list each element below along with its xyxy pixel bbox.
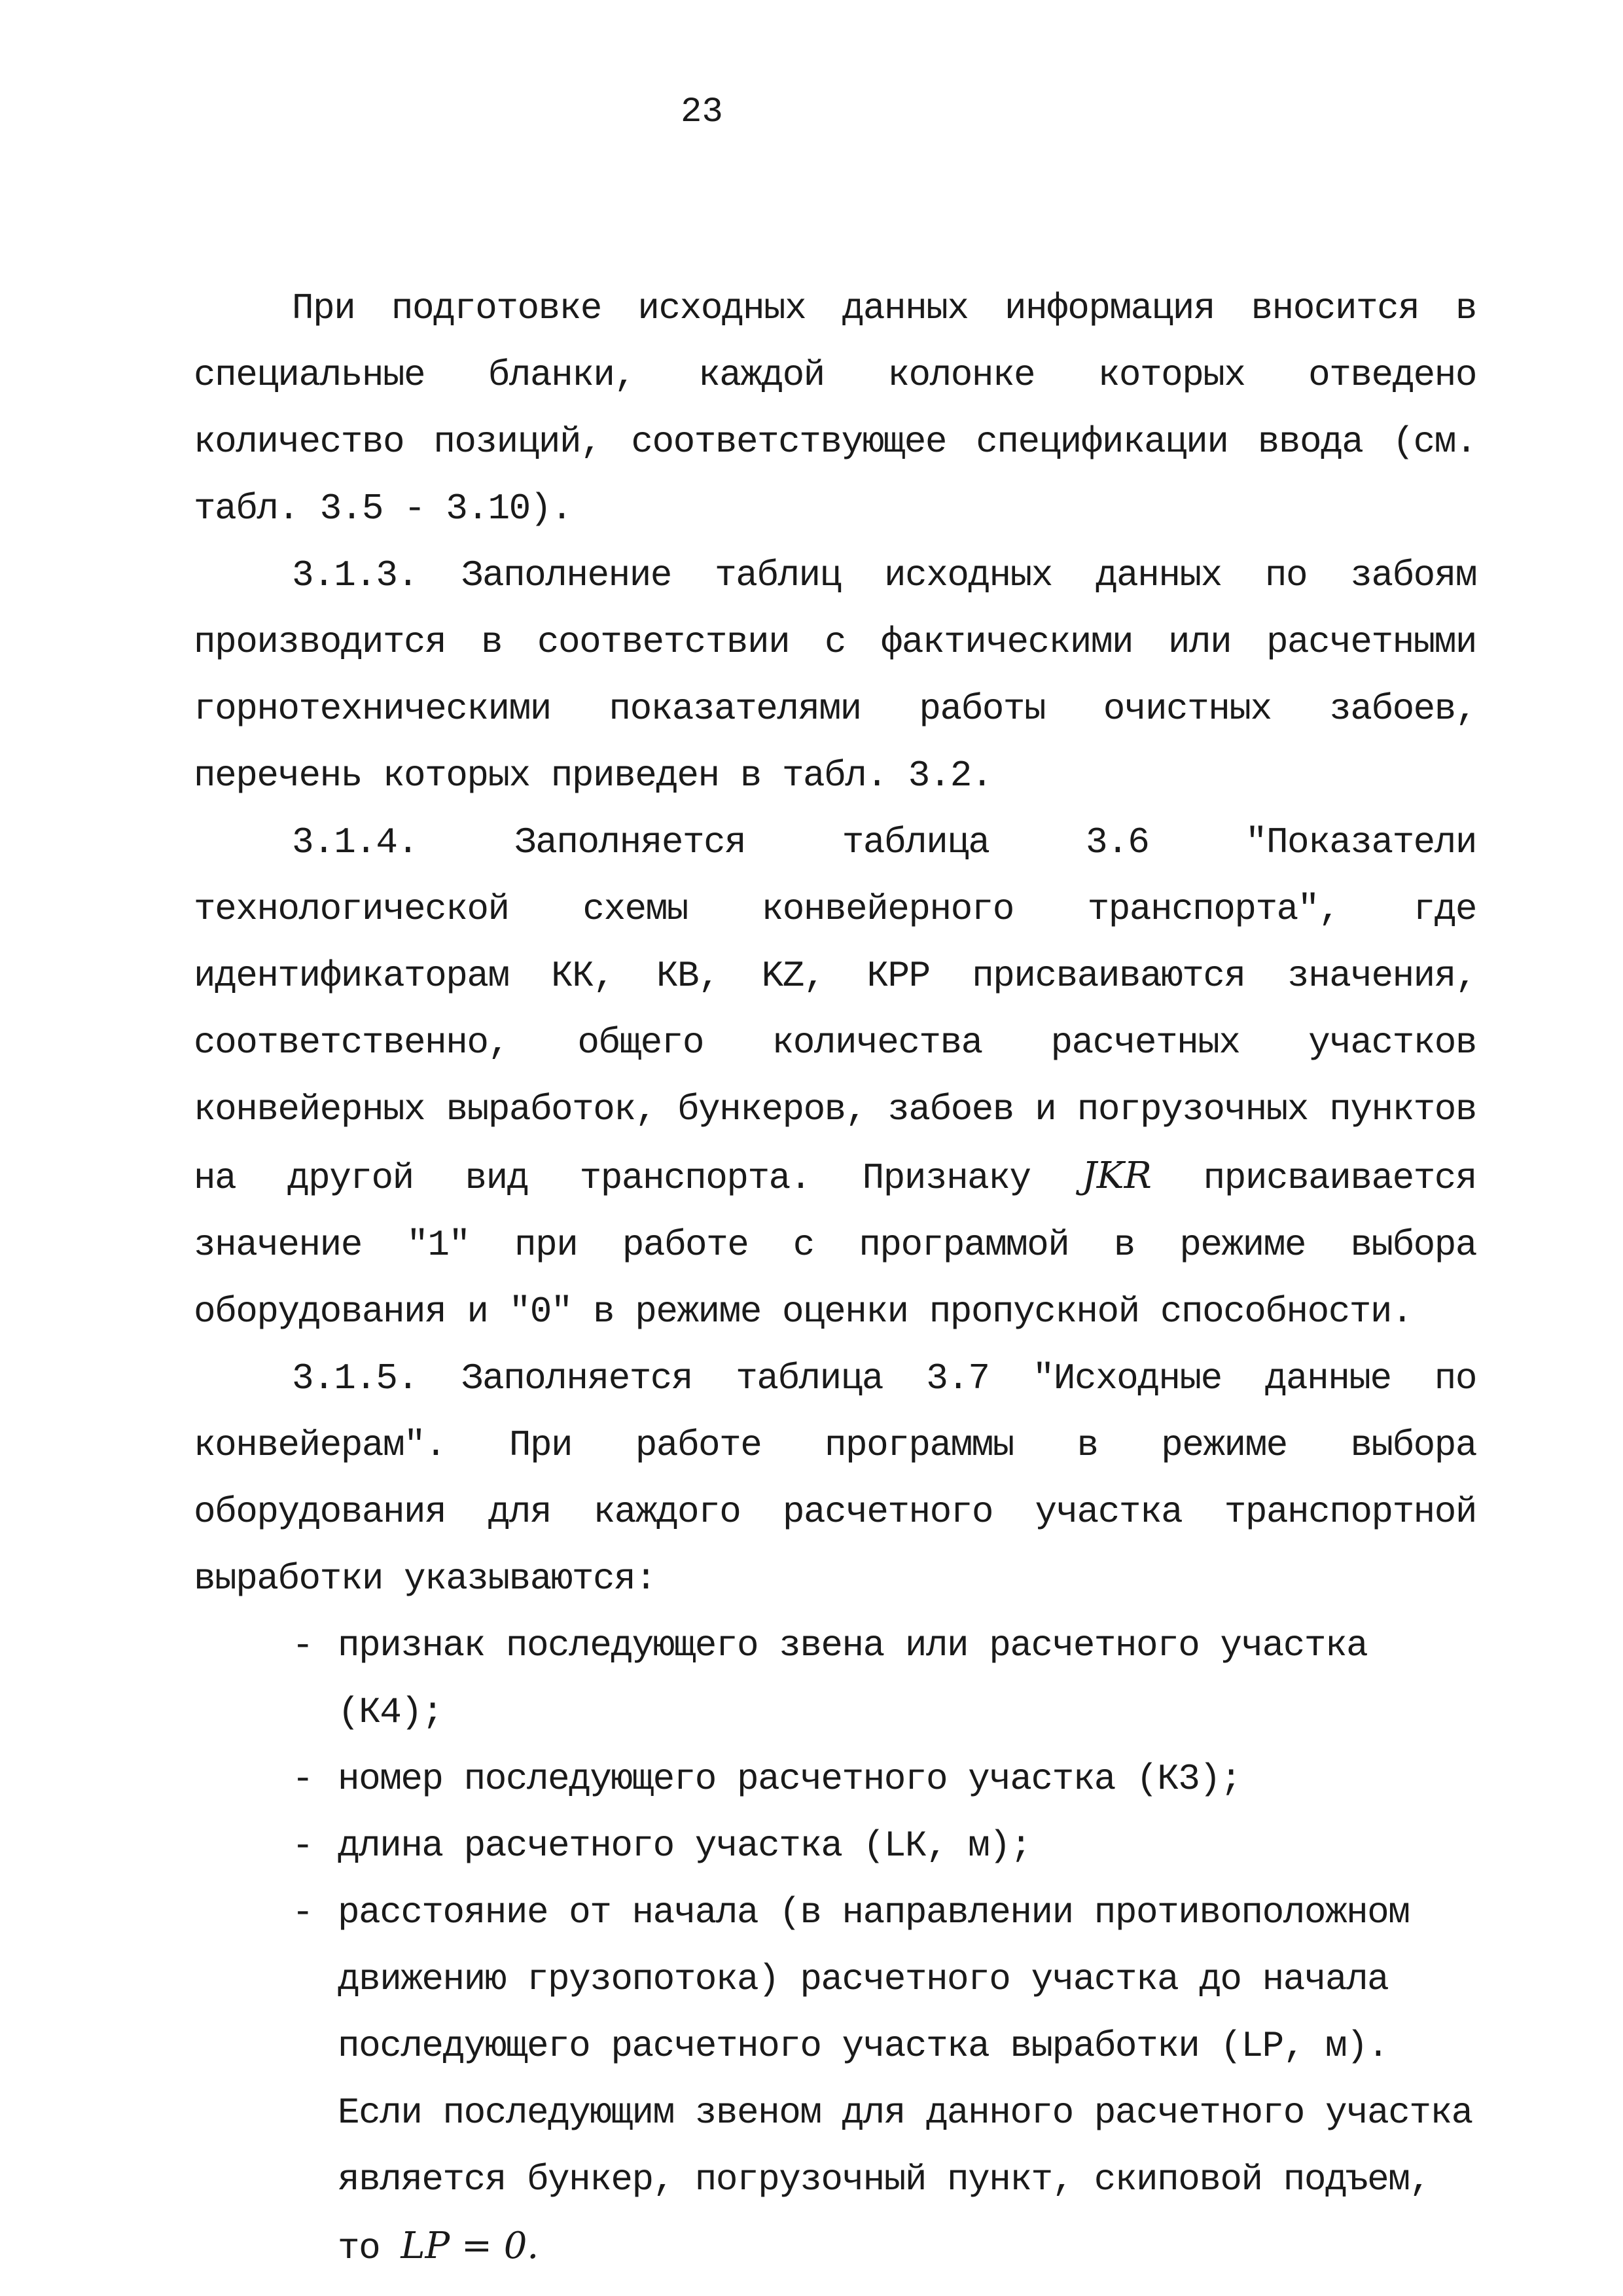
list-item-text: длина расчетного участка (LК, м); [338,1825,1031,1867]
handwritten-formula: LP = 0. [401,2225,539,2267]
paragraph-3-1-4-text-after: присваивается значение "1" при работе с программой в режиме выбора оборудования и "0" в режиме оценки пропускной способности. [194,1157,1477,1333]
list-item-text: расстояние от начала (в направлении противоположном движению грузопотока) расчетного участка до начала последующего расчетного участка выработки (LP, м). Если последующим звеном для данного расчетного участка является бункер, погрузочный пункт, скиповой подъем, то [338,1892,1472,2269]
paragraph-input-forms: При подготовке исходных данных информация вносится в специальные бланки, каждой колонке которых отведено количество позиций, соответствующее спецификации ввода (см. табл. 3.5 - 3.10). [194,287,1476,529]
list-item-text: номер последующего расчетного участка (К3); [338,1758,1241,1800]
paragraph-3-1-3: 3.1.3. Заполнение таблиц исходных данных по забоям производится в соответствии с фактическими или расчетными горнотехническими показателями работы очистных забоев, перечень которых приведен в табл. 3.2. [194,554,1476,797]
list-item [194,1812,1476,1879]
page-number: 23 [681,92,723,132]
handwritten-identifier: JKR [1082,1155,1152,1197]
document-body [194,275,1476,2282]
list-dash: - [292,1892,313,1933]
conveyor-parameters-list [194,1612,1476,2282]
list-item [194,1612,1476,1746]
paragraph-3-1-5: 3.1.5. Заполняется таблица 3.7 "Исходные данные по конвейерам". При работе программы в режиме выбора оборудования для каждого расчетного участка транспортной выработки указываются: [194,1357,1476,1600]
list-dash: - [292,1758,313,1800]
list-item [194,1879,1476,2282]
paragraph-3-1-4 [194,809,1476,1345]
list-dash: - [292,1825,313,1867]
list-dash: - [292,1624,313,1666]
list-item [194,1746,1476,1812]
paragraph-3-1-4-text-before: 3.1.4. Заполняется таблица 3.6 "Показатели технологической схемы конвейерного транспорта", где идентификаторам КК, КВ, KZ, КРР присваиваются значения, соответственно, общего количества расчетных участков конвейерных выработок, бункеров, забоев и погрузочных пунктов на другой вид транспорта. Признаку [194,821,1476,1199]
list-item-text: признак последующего звена или расчетного участка (К4); [338,1624,1368,1733]
